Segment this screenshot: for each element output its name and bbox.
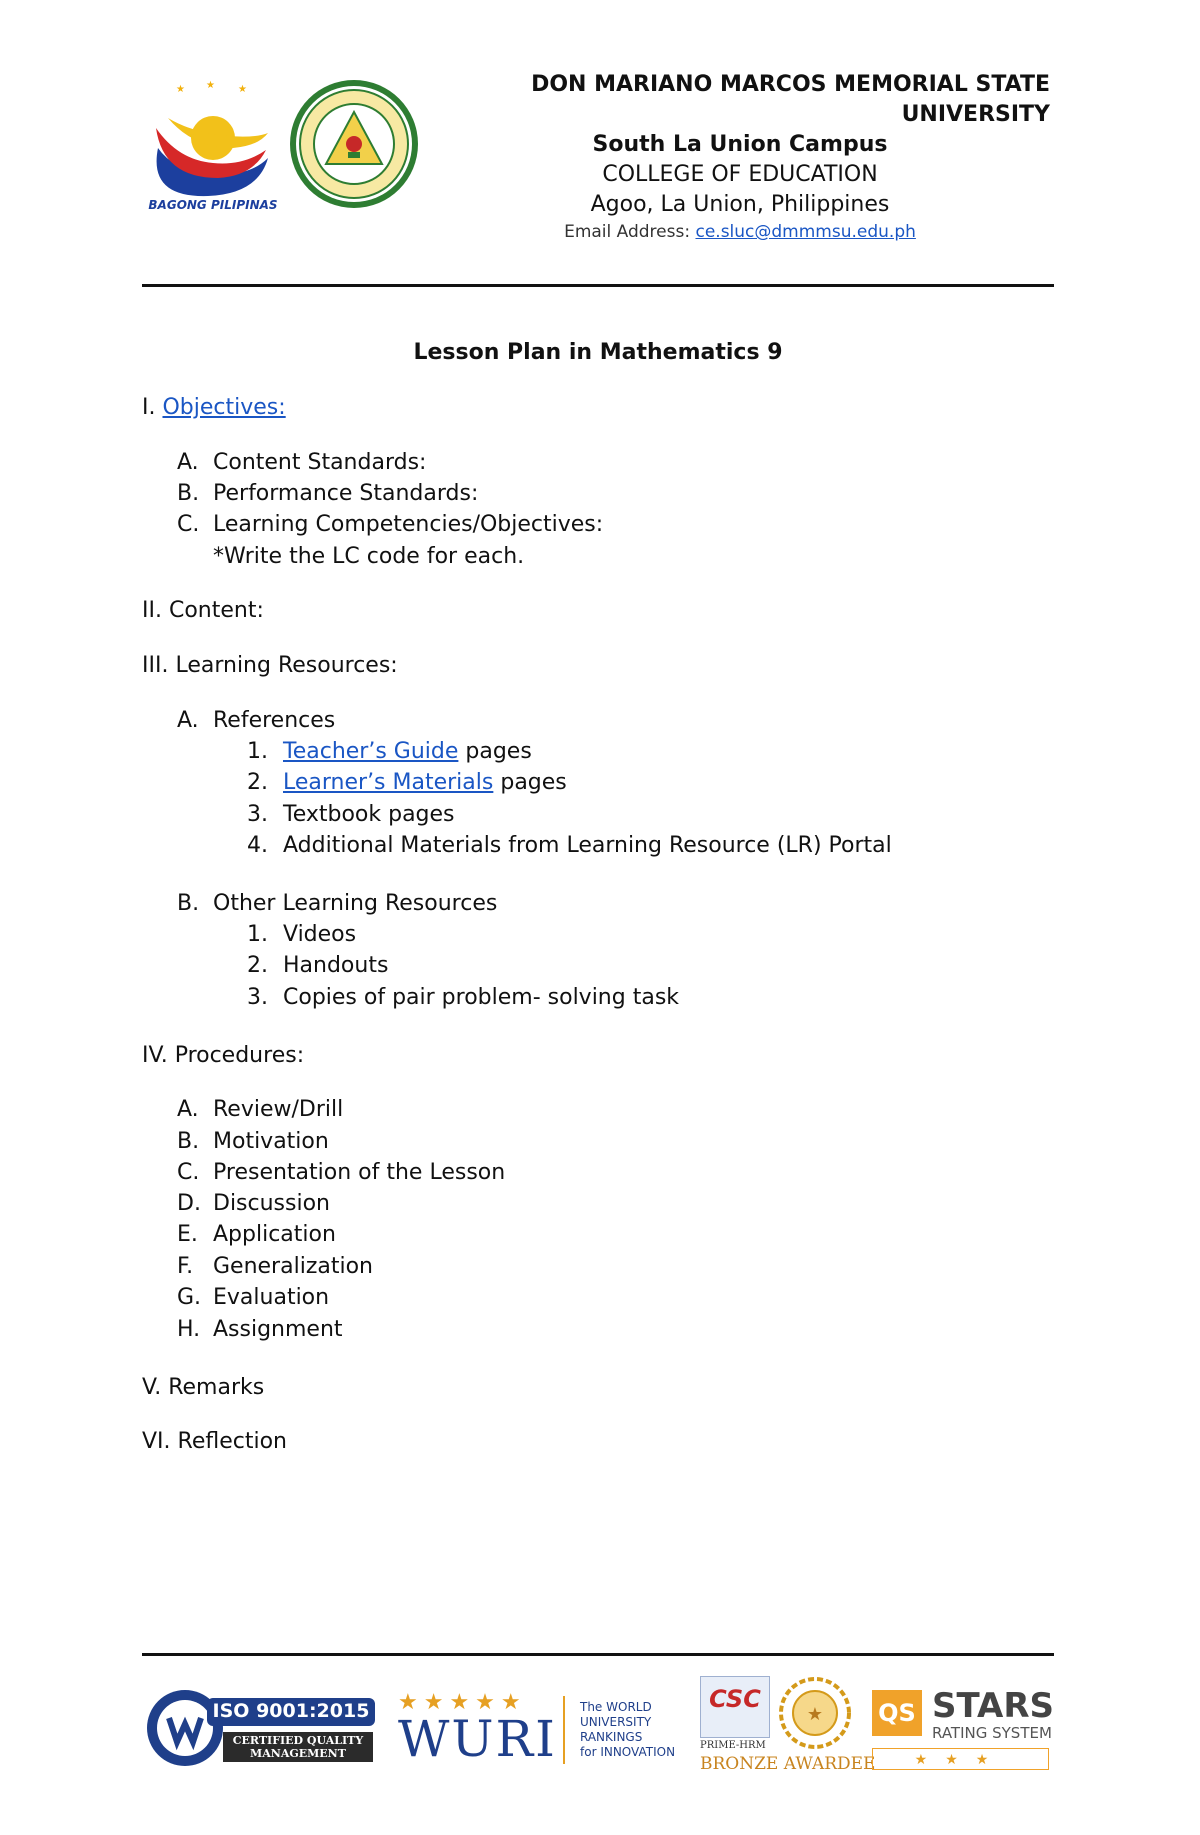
procedure-item: A. Review/Drill [177,1097,344,1122]
objectives-link[interactable]: Objectives: [162,395,286,420]
wuri-separator [563,1696,565,1764]
university-name: DON MARIANO MARCOS MEMORIAL STATE UNIVERSITY [531,72,1050,127]
iso-subtitle-2: MANAGEMENT SYSTEM [250,1747,346,1773]
iso-certification-logo [145,1688,377,1773]
svg-text:★: ★ [806,1704,824,1725]
bagong-pilipinas-label: BAGONG PILIPINAS [148,198,278,212]
csc-wordmark: CSC [709,1685,761,1713]
learners-materials-link[interactable]: Learner’s Materials [283,770,494,795]
objective-c: C. Learning Competencies/Objectives: [177,512,604,537]
wuri-wordmark: WURI [398,1710,557,1768]
document-title: Lesson Plan in Mathematics 9 [413,340,783,365]
csc-prime-hrm-logo [700,1676,876,1776]
header-block [430,70,1050,244]
qs-stars-wordmark: STARS [932,1686,1055,1726]
objective-b: B. Performance Standards: [177,481,479,506]
other-resource-copies: 3. Copies of pair problem- solving task [247,985,680,1010]
university-seal [288,78,420,210]
procedure-item: F. Generalization [177,1254,373,1279]
location: Agoo, La Union, Philippines [590,192,890,217]
procedure-item: E. Application [177,1222,336,1247]
email-label: Email Address: [564,222,696,242]
iso-subtitle-1: CERTIFIED QUALITY [232,1734,364,1747]
svg-text:★: ★ [176,84,185,95]
procedure-item: G. Evaluation [177,1285,330,1310]
wuri-description: The WORLD UNIVERSITY RANKINGS for INNOVATION [580,1700,676,1759]
procedure-item: B. Motivation [177,1129,329,1154]
college-name: COLLEGE OF EDUCATION [602,162,878,187]
reference-lr-portal: 4. Additional Materials from Learning Resource (LR) Portal [247,833,892,858]
procedure-item: C. Presentation of the Lesson [177,1160,506,1185]
references-heading: A. References [177,708,336,733]
qs-stars-logo [872,1686,1055,1770]
reference-learners-materials: 2. Learner’s Materials pages [247,770,567,795]
section-procedures: IV. Procedures: [142,1043,305,1068]
svg-text:★: ★ [206,80,215,91]
bronze-awardee-label: BRONZE AWARDEE [700,1754,876,1774]
procedure-item: H. Assignment [177,1317,343,1342]
section-remarks: V. Remarks [142,1375,265,1400]
reference-teachers-guide: 1. Teacher’s Guide pages [247,739,532,764]
qs-rating-system: RATING SYSTEM [932,1724,1052,1742]
prime-hrm-label: PRIME-HRM [700,1740,766,1751]
csc-badge [700,1676,770,1738]
section-objectives [142,395,286,420]
objective-note: *Write the LC code for each. [213,544,525,569]
iso-title: ISO 9001:2015 [212,1700,370,1722]
wuri-stars: ★★★★★ [398,1690,527,1715]
section-content: II. Content: [142,598,264,623]
section-resources: III. Learning Resources: [142,653,398,678]
other-resource-handouts: 2. Handouts [247,953,389,978]
header-divider [142,284,1054,287]
footer-divider [142,1653,1054,1656]
other-resources-heading: B. Other Learning Resources [177,891,498,916]
svg-text:★: ★ [238,84,247,95]
section-reflection: VI. Reflection [142,1429,287,1454]
qs-star-box: ★★★ [872,1748,1049,1770]
objective-a: A. Content Standards: [177,450,427,475]
other-resource-videos: 1. Videos [247,922,357,947]
email-link[interactable]: ce.sluc@dmmmsu.edu.ph [695,222,916,242]
wuri-logo [398,1690,683,1770]
bagong-pilipinas-logo [138,78,288,218]
laurel-medal-icon [778,1676,852,1750]
objectives-number: I. [142,395,163,420]
qs-badge: QS [872,1690,922,1736]
email-line [430,220,1050,244]
campus-name: South La Union Campus [592,132,888,157]
procedure-item: D. Discussion [177,1191,330,1216]
teachers-guide-link[interactable]: Teacher’s Guide [283,739,459,764]
reference-textbook: 3. Textbook pages [247,802,455,827]
